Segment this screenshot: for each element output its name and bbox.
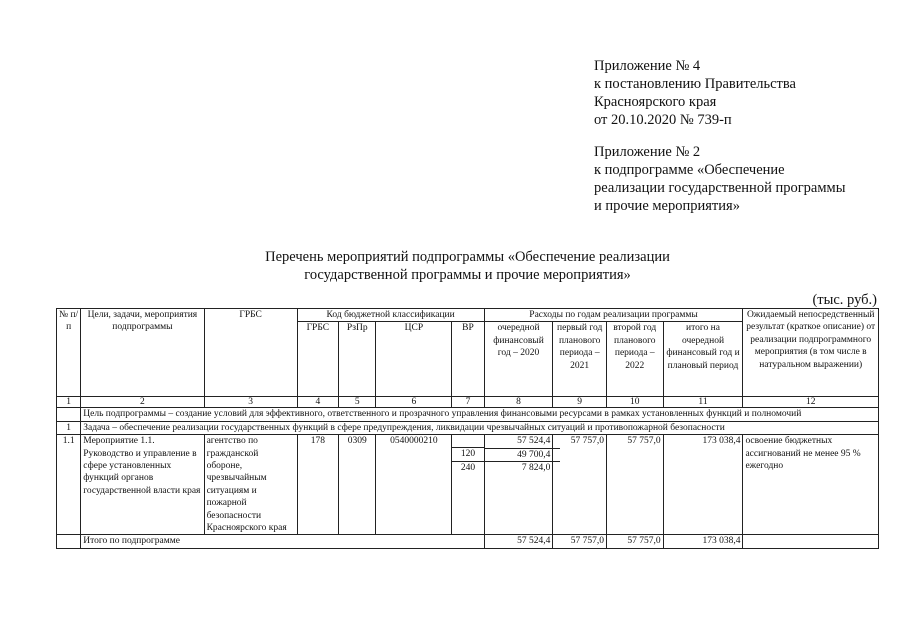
measure-name: Мероприятие 1.1. Руководство и управление в сфере установленных функций органов государственной власти края: [81, 435, 204, 535]
header-bkk-csr: ЦСР: [376, 322, 452, 397]
column-number: 2: [81, 397, 204, 408]
column-number: 1: [57, 397, 81, 408]
measure-vr-value: 240: [452, 461, 483, 474]
total-exp-2022: 57 757,0: [606, 535, 663, 548]
appendix-2-line: Приложение № 2: [594, 144, 701, 160]
measure-grbs-name: агентство по гражданской обороне, чрезвычайным ситуациям и пожарной безопасности Красноярского края: [204, 435, 297, 535]
goal-num-cell: [57, 408, 81, 421]
column-number: 3: [204, 397, 297, 408]
column-number: 10: [606, 397, 663, 408]
measure-exp-2020-value: 57 524,4: [517, 436, 551, 447]
total-exp-2020: 57 524,4: [484, 535, 553, 548]
column-number: 11: [663, 397, 743, 408]
column-number: 12: [743, 397, 879, 408]
units-label: (тыс. руб.): [812, 292, 877, 308]
header-bkk-vr: ВР: [452, 322, 484, 397]
column-number: 9: [553, 397, 607, 408]
document-title-line-2: государственной программы и прочие мероприятия»: [304, 267, 631, 283]
header-exp-2021: первый год планового периода – 2021: [553, 322, 607, 397]
header-result: Ожидаемый непосредственный результат (краткое описание) от реализации подпрограммного мероприятия (в том числе в натуральном выражении): [743, 309, 879, 397]
header-exp-2020: очередной финансовый год – 2020: [484, 322, 553, 397]
measure-exp-total: 173 038,4: [663, 435, 743, 535]
header-bkk-grbs: ГРБС: [297, 322, 338, 397]
header-goals: Цели, задачи, мероприятия подпрограммы: [81, 309, 204, 397]
task-num: 1: [57, 421, 81, 434]
task-row: [57, 421, 879, 434]
measure-exp-2020-value: 7 824,0: [485, 461, 561, 474]
measure-exp-2021: 57 757,0: [553, 435, 607, 535]
header-budget-code: Код бюджетной классификации: [297, 309, 484, 322]
column-number: 7: [452, 397, 484, 408]
total-exp-total: 173 038,4: [663, 535, 743, 548]
appendix-2-block: [594, 143, 845, 215]
measure-csr: 0540000210: [376, 435, 452, 535]
document-title: [180, 248, 755, 284]
measure-num: 1.1: [57, 435, 81, 535]
measure-exp-2020-cell: [484, 435, 553, 535]
header-grbs: ГРБС: [204, 309, 297, 397]
column-number: 8: [484, 397, 553, 408]
goal-row: [57, 408, 879, 421]
table-header-row: [57, 309, 879, 322]
appendix-2-line: к подпрограмме «Обеспечение: [594, 162, 785, 178]
column-number: 4: [297, 397, 338, 408]
document-title-line-1: Перечень мероприятий подпрограммы «Обеспечение реализации: [265, 249, 670, 265]
measures-table: [56, 308, 879, 549]
measure-vr-value: 120: [452, 447, 483, 460]
measure-row: [57, 435, 879, 535]
total-exp-2021: 57 757,0: [553, 535, 607, 548]
total-result-cell: [743, 535, 879, 548]
total-num-cell: [57, 535, 81, 548]
column-numbers-row: [57, 397, 879, 408]
header-bkk-rzpr: РзПр: [339, 322, 376, 397]
column-number: 5: [339, 397, 376, 408]
appendix-4-line: Приложение № 4: [594, 58, 701, 74]
measure-vr-value: [452, 435, 483, 447]
appendix-2-line: и прочие мероприятия»: [594, 198, 740, 214]
task-text: Задача – обеспечение реализации государственных функций в сфере предупреждения, ликвидации чрезвычайных ситуаций и противопожарной безопасности: [81, 421, 879, 434]
goal-text: Цель подпрограммы – создание условий для эффективного, ответственного и прозрачного управления финансовыми ресурсами в рамках установленных функций и полномочий: [81, 408, 879, 421]
appendix-4-line: Красноярского края: [594, 94, 717, 110]
measure-rzpr: 0309: [339, 435, 376, 535]
total-row: [57, 535, 879, 548]
header-exp-total: итого на очередной финансовый год и плановый период: [663, 322, 743, 397]
measure-grbs-code: 178: [297, 435, 338, 535]
appendix-4-line: к постановлению Правительства: [594, 76, 796, 92]
appendix-4-line: от 20.10.2020 № 739-п: [594, 112, 732, 128]
measure-exp-2022: 57 757,0: [606, 435, 663, 535]
header-exp-2022: второй год планового периода – 2022: [606, 322, 663, 397]
total-label: Итого по подпрограмме: [81, 535, 484, 548]
measure-vr-cell: [452, 435, 484, 535]
appendix-2-line: реализации государственной программы: [594, 180, 846, 196]
header-expenses: Расходы по годам реализации программы: [484, 309, 743, 322]
appendix-4-block: [594, 57, 796, 129]
measure-exp-2020-value: 49 700,4: [485, 448, 561, 461]
measure-result: освоение бюджетных ассигнований не менее 95 % ежегодно: [743, 435, 879, 535]
header-num: № п/п: [57, 309, 81, 397]
column-number: 6: [376, 397, 452, 408]
